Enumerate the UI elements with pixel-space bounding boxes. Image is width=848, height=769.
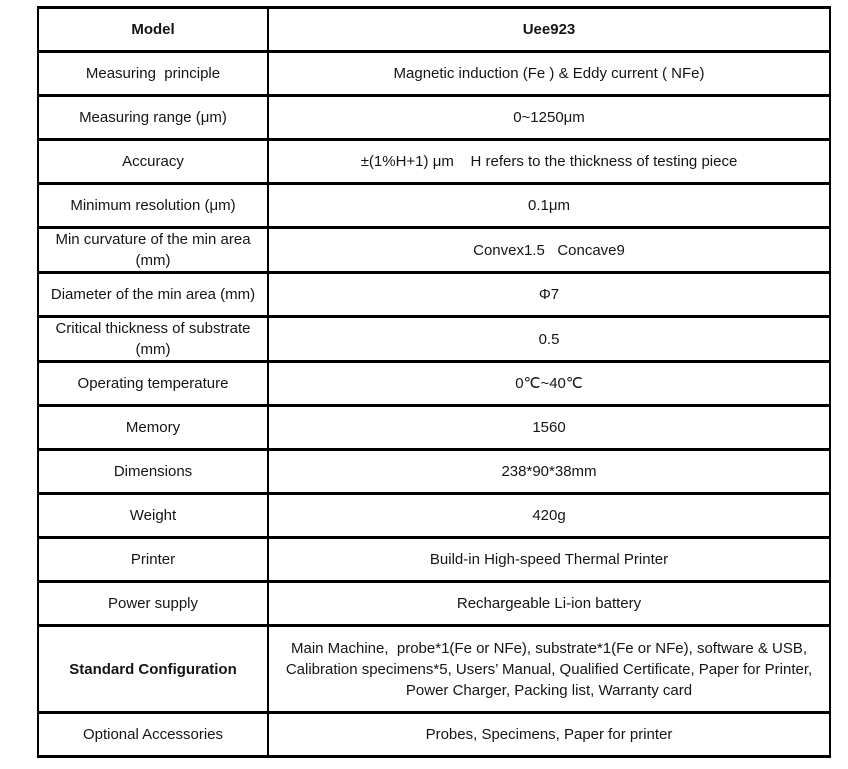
power-supply-label-cell: Power supply	[38, 582, 268, 626]
row-accuracy	[38, 140, 830, 184]
model-label-cell: Model	[38, 8, 268, 52]
critical-thickness-value-cell: 0.5	[268, 317, 830, 362]
optional-accessories-label-cell: Optional Accessories	[38, 713, 268, 757]
weight-label-cell: Weight	[38, 494, 268, 538]
model-value-cell: Uee923	[268, 8, 830, 52]
min-curvature-label-cell: Min curvature of the min area (mm)	[38, 228, 268, 273]
row-weight	[38, 494, 830, 538]
minimum-resolution-label-cell: Minimum resolution (μm)	[38, 184, 268, 228]
measuring-range-value-cell: 0~1250μm	[268, 96, 830, 140]
accuracy-label-cell: Accuracy	[38, 140, 268, 184]
dimensions-label-cell: Dimensions	[38, 450, 268, 494]
spec-table-container	[37, 6, 831, 758]
minimum-resolution-value-cell: 0.1μm	[268, 184, 830, 228]
memory-value-cell: 1560	[268, 406, 830, 450]
row-model	[38, 8, 830, 52]
operating-temperature-label-cell: Operating temperature	[38, 362, 268, 406]
row-diameter-min-area	[38, 273, 830, 317]
critical-thickness-label-cell: Critical thickness of substrate (mm)	[38, 317, 268, 362]
row-optional-accessories	[38, 713, 830, 757]
row-printer	[38, 538, 830, 582]
printer-label-cell: Printer	[38, 538, 268, 582]
weight-value-cell: 420g	[268, 494, 830, 538]
operating-temperature-value-cell: 0℃~40℃	[268, 362, 830, 406]
diameter-min-area-label-cell: Diameter of the min area (mm)	[38, 273, 268, 317]
row-min-curvature	[38, 228, 830, 273]
diameter-min-area-value-cell: Φ7	[268, 273, 830, 317]
row-power-supply	[38, 582, 830, 626]
power-supply-value-cell: Rechargeable Li-ion battery	[268, 582, 830, 626]
row-measuring-range	[38, 96, 830, 140]
measuring-principle-label-cell: Measuring principle	[38, 52, 268, 96]
row-memory	[38, 406, 830, 450]
row-minimum-resolution	[38, 184, 830, 228]
row-operating-temperature	[38, 362, 830, 406]
optional-accessories-value-cell: Probes, Specimens, Paper for printer	[268, 713, 830, 757]
dimensions-value-cell: 238*90*38mm	[268, 450, 830, 494]
min-curvature-value-cell: Convex1.5 Concave9	[268, 228, 830, 273]
row-measuring-principle	[38, 52, 830, 96]
row-standard-configuration	[38, 626, 830, 713]
standard-configuration-value-cell: Main Machine, probe*1(Fe or NFe), substrate*1(Fe or NFe), software & USB, Calibration specimens*5, Users’ Manual, Qualified Certificate, Paper for Printer, Power Charger, Packing list, Warranty card	[268, 626, 830, 713]
row-critical-thickness	[38, 317, 830, 362]
row-dimensions	[38, 450, 830, 494]
memory-label-cell: Memory	[38, 406, 268, 450]
accuracy-value-cell: ±(1%H+1) μm H refers to the thickness of testing piece	[268, 140, 830, 184]
measuring-principle-value-cell: Magnetic induction (Fe ) & Eddy current ( NFe)	[268, 52, 830, 96]
printer-value-cell: Build-in High-speed Thermal Printer	[268, 538, 830, 582]
measuring-range-label-cell: Measuring range (μm)	[38, 96, 268, 140]
product-spec-table	[37, 6, 831, 758]
standard-configuration-label-cell: Standard Configuration	[38, 626, 268, 713]
